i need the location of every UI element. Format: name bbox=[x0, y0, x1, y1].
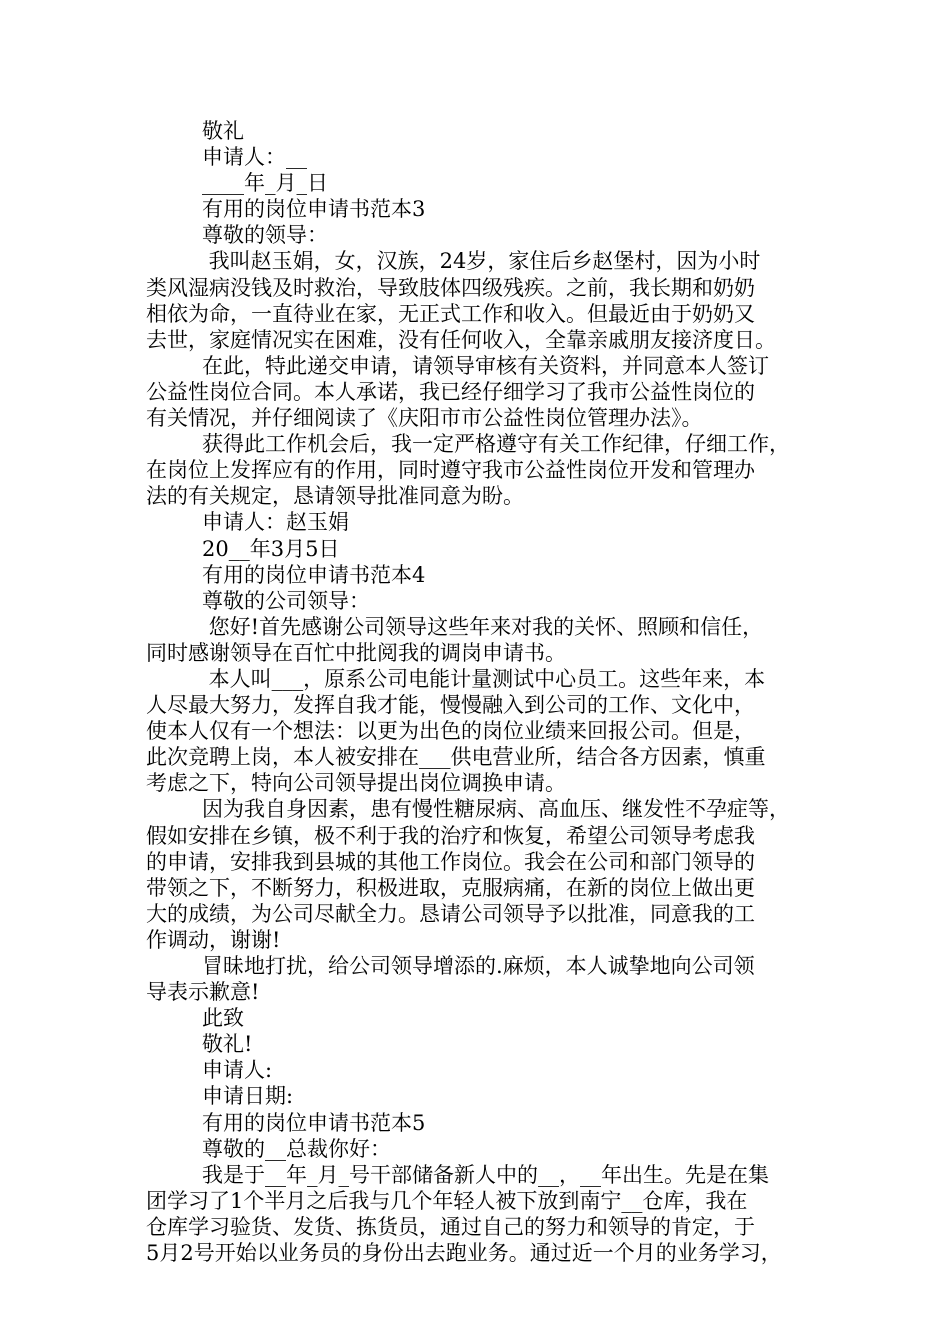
text-line: 的申请，安排我到县城的其他工作岗位。我会在公司和部门领导的 bbox=[146, 849, 755, 874]
text-line: 20__年3月5日 bbox=[202, 536, 340, 561]
text-line: 尊敬的公司领导： bbox=[202, 588, 370, 613]
text-line: 此次竞聘上岗，本人被安排在___供电营业所，结合各方因素，慎重 bbox=[146, 745, 766, 770]
text-line: 冒昧地打扰，给公司领导增添的.麻烦，本人诚挚地向公司领 bbox=[202, 954, 755, 978]
text-line: 敬礼! bbox=[202, 1032, 253, 1057]
text-line: 申请人：赵玉娟 bbox=[202, 510, 349, 535]
text-line: 使本人仅有一个想法：以更为出色的岗位业绩来回报公司。但是， bbox=[146, 719, 755, 744]
text-line: 有用的岗位申请书范本3 bbox=[202, 197, 426, 222]
text-line: 导表示歉意! bbox=[146, 980, 260, 1005]
text-line: 我是于__年_月_号干部储备新人中的__，__年出生。先是在集 bbox=[202, 1162, 769, 1187]
text-line: 敬礼 bbox=[202, 119, 244, 143]
text-line: 公益性岗位合同。本人承诺，我已经仔细学习了我市公益性岗位的 bbox=[146, 379, 755, 404]
text-line: 我叫赵玉娟，女，汉族，24岁，家住后乡赵堡村，因为小时 bbox=[202, 249, 761, 274]
text-line: 尊敬的__总裁你好： bbox=[202, 1136, 391, 1161]
text-line: 因为我自身因素，患有慢性糖尿病、高血压、继发性不孕症等， bbox=[202, 797, 790, 822]
text-line: 尊敬的领导： bbox=[202, 223, 328, 248]
text-line: 在此，特此递交申请，请领导审核有关资料，并同意本人签订 bbox=[202, 353, 769, 378]
text-line: 在岗位上发挥应有的作用，同时遵守我市公益性岗位开发和管理办 bbox=[146, 458, 755, 483]
text-line: 考虑之下，特向公司领导提出岗位调换申请。 bbox=[146, 771, 566, 796]
text-line: 类风湿病没钱及时救治，导致肢体四级残疾。之前，我长期和奶奶 bbox=[146, 275, 755, 300]
text-line: 仓库学习验货、发货、拣货员，通过自己的努力和领导的肯定，于 bbox=[146, 1214, 755, 1239]
text-line: 相依为命，一直待业在家，无正式工作和收入。但最近由于奶奶又 bbox=[146, 301, 755, 326]
text-line: 申请日期: bbox=[202, 1084, 294, 1109]
text-line: 团学习了1个半月之后我与几个年轻人被下放到南宁__仓库，我在 bbox=[146, 1188, 748, 1213]
text-line: 法的有关规定，恳请领导批准同意为盼。 bbox=[146, 484, 524, 509]
text-line: 申请人：__ bbox=[202, 145, 307, 170]
text-line: 有用的岗位申请书范本4 bbox=[202, 562, 426, 587]
text-line: 您好!首先感谢公司领导这些年来对我的关怀、照顾和信任， bbox=[202, 614, 764, 639]
text-line: 有用的岗位申请书范本5 bbox=[202, 1110, 426, 1135]
text-line: 假如安排在乡镇，极不利于我的治疗和恢复，希望公司领导考虑我 bbox=[146, 823, 755, 848]
text-line: ____年_月_日 bbox=[202, 171, 328, 196]
text-line: 同时感谢领导在百忙中批阅我的调岗申请书。 bbox=[146, 640, 566, 665]
document-page bbox=[146, 118, 822, 1266]
text-line: 作调动，谢谢! bbox=[146, 927, 281, 952]
text-line: 本人叫___，原系公司电能计量测试中心员工。这些年来，本 bbox=[202, 666, 766, 691]
text-line: 5月2号开始以业务员的身份出去跑业务。通过近一个月的业务学习， bbox=[146, 1241, 782, 1266]
text-line: 去世，家庭情况实在困难，没有任何收入，全靠亲戚朋友接济度日。 bbox=[146, 327, 776, 352]
text-line: 获得此工作机会后，我一定严格遵守有关工作纪律，仔细工作， bbox=[202, 432, 790, 457]
text-line: 有关情况，并仔细阅读了《庆阳市市公益性岗位管理办法》。 bbox=[146, 406, 703, 431]
text-line: 此致 bbox=[202, 1006, 244, 1031]
text-line: 人尽最大努力，发挥自我才能，慢慢融入到公司的工作、文化中， bbox=[146, 693, 755, 718]
text-line: 申请人: bbox=[202, 1058, 273, 1083]
text-line: 带领之下，不断努力，积极进取，克服病痛，在新的岗位上做出更 bbox=[146, 875, 755, 900]
text-line: 大的成绩，为公司尽献全力。恳请公司领导予以批准，同意我的工 bbox=[146, 901, 755, 926]
